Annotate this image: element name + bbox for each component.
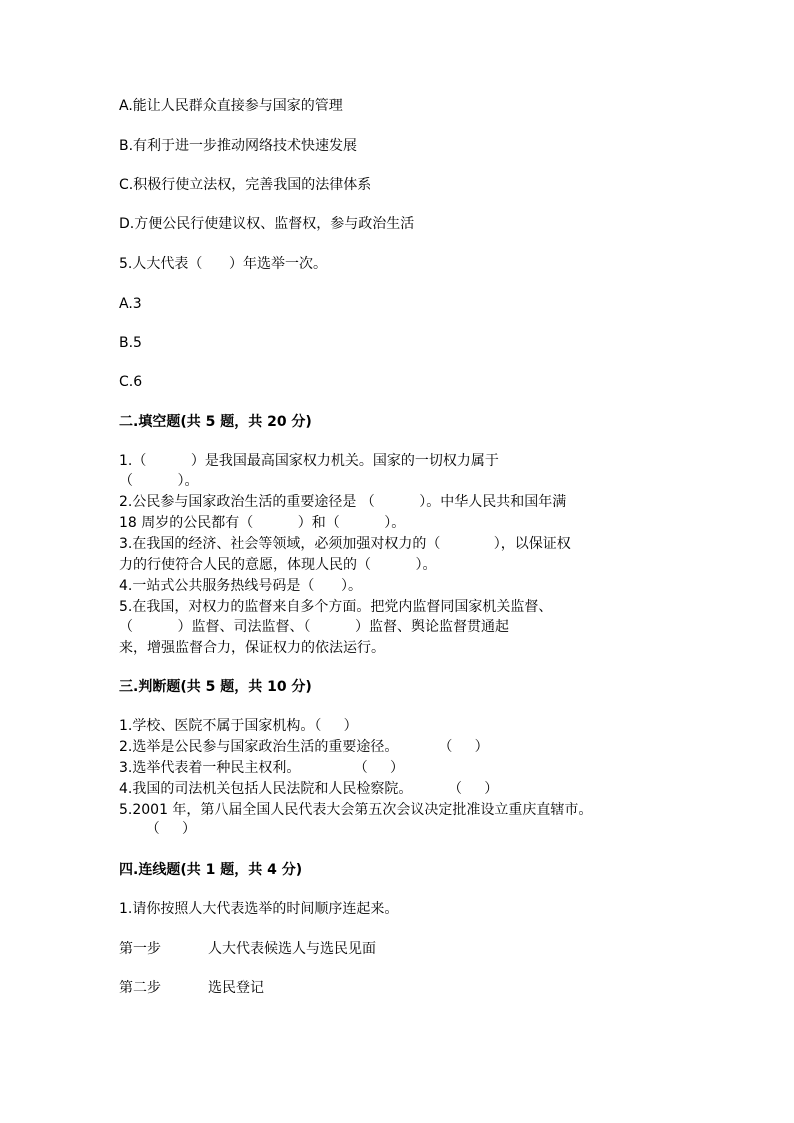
section-3-title: 三.判断题(共 5 题，共 10 分) [119,679,312,695]
option-c: C.积极行使立法权，完善我国的法律体系 [119,177,372,193]
option-b: B.有利于进一步推动网络技术快速发展 [119,138,358,154]
question-5-stem: 5.人大代表（ ）年选举一次。 [119,256,328,272]
fill-line: （ ）监督、司法监督、（ ）监督、舆论监督贯通起 [119,619,510,635]
fill-line: 1.（ ）是我国最高国家权力机关。国家的一切权力属于 [119,453,499,469]
step-item: 人大代表候选人与选民见面 [208,941,376,957]
fill-line: 来，增强监督合力，保证权力的依法运行。 [119,640,385,656]
step-item: 选民登记 [208,980,264,996]
option-d: D.方便公民行使建议权、监督权，参与政治生活 [119,216,415,232]
judge-line: 3.选举代表着一种民主权利。 （ ） [119,760,405,776]
judge-line: 1.学校、医院不属于国家机构。（ ） [119,718,358,734]
fill-line: 4.一站式公共服务热线号码是（ ）。 [119,578,363,594]
fill-line: 5.在我国，对权力的监督来自多个方面。把党内监督同国家机关监督、 [119,599,553,615]
judge-line: （ ） [119,821,196,837]
step-label: 第一步 [119,941,161,957]
q5-option-a: A.3 [119,296,142,312]
fill-line: 3.在我国的经济、社会等领域，必须加强对权力的（ ），以保证权 [119,536,571,552]
option-a: A.能让人民群众直接参与国家的管理 [119,98,343,114]
fill-line: 力的行使符合人民的意愿，体现人民的（ ）。 [119,557,437,573]
step-label: 第二步 [119,980,161,996]
judge-line: 2.选举是公民参与国家政治生活的重要途径。 （ ） [119,739,489,755]
section-2-title: 二.填空题(共 5 题，共 20 分) [119,414,312,430]
fill-line: 18 周岁的公民都有（ ）和（ ）。 [119,515,406,531]
q5-option-c: C.6 [119,374,143,390]
q5-option-b: B.5 [119,335,142,351]
judge-line: 5.2001 年，第八届全国人民代表大会第五次会议决定批准设立重庆直辖市。 [119,802,593,818]
fill-line: （ ）。 [119,473,199,489]
section-4-title: 四.连线题(共 1 题，共 4 分) [119,862,303,878]
fill-line: 2.公民参与国家政治生活的重要途径是 （ ）。中华人民共和国年满 [119,494,567,510]
judge-line: 4.我国的司法机关包括人民法院和人民检察院。 （ ） [119,781,499,797]
matching-question: 1.请你按照人大代表选举的时间顺序连起来。 [119,901,399,917]
